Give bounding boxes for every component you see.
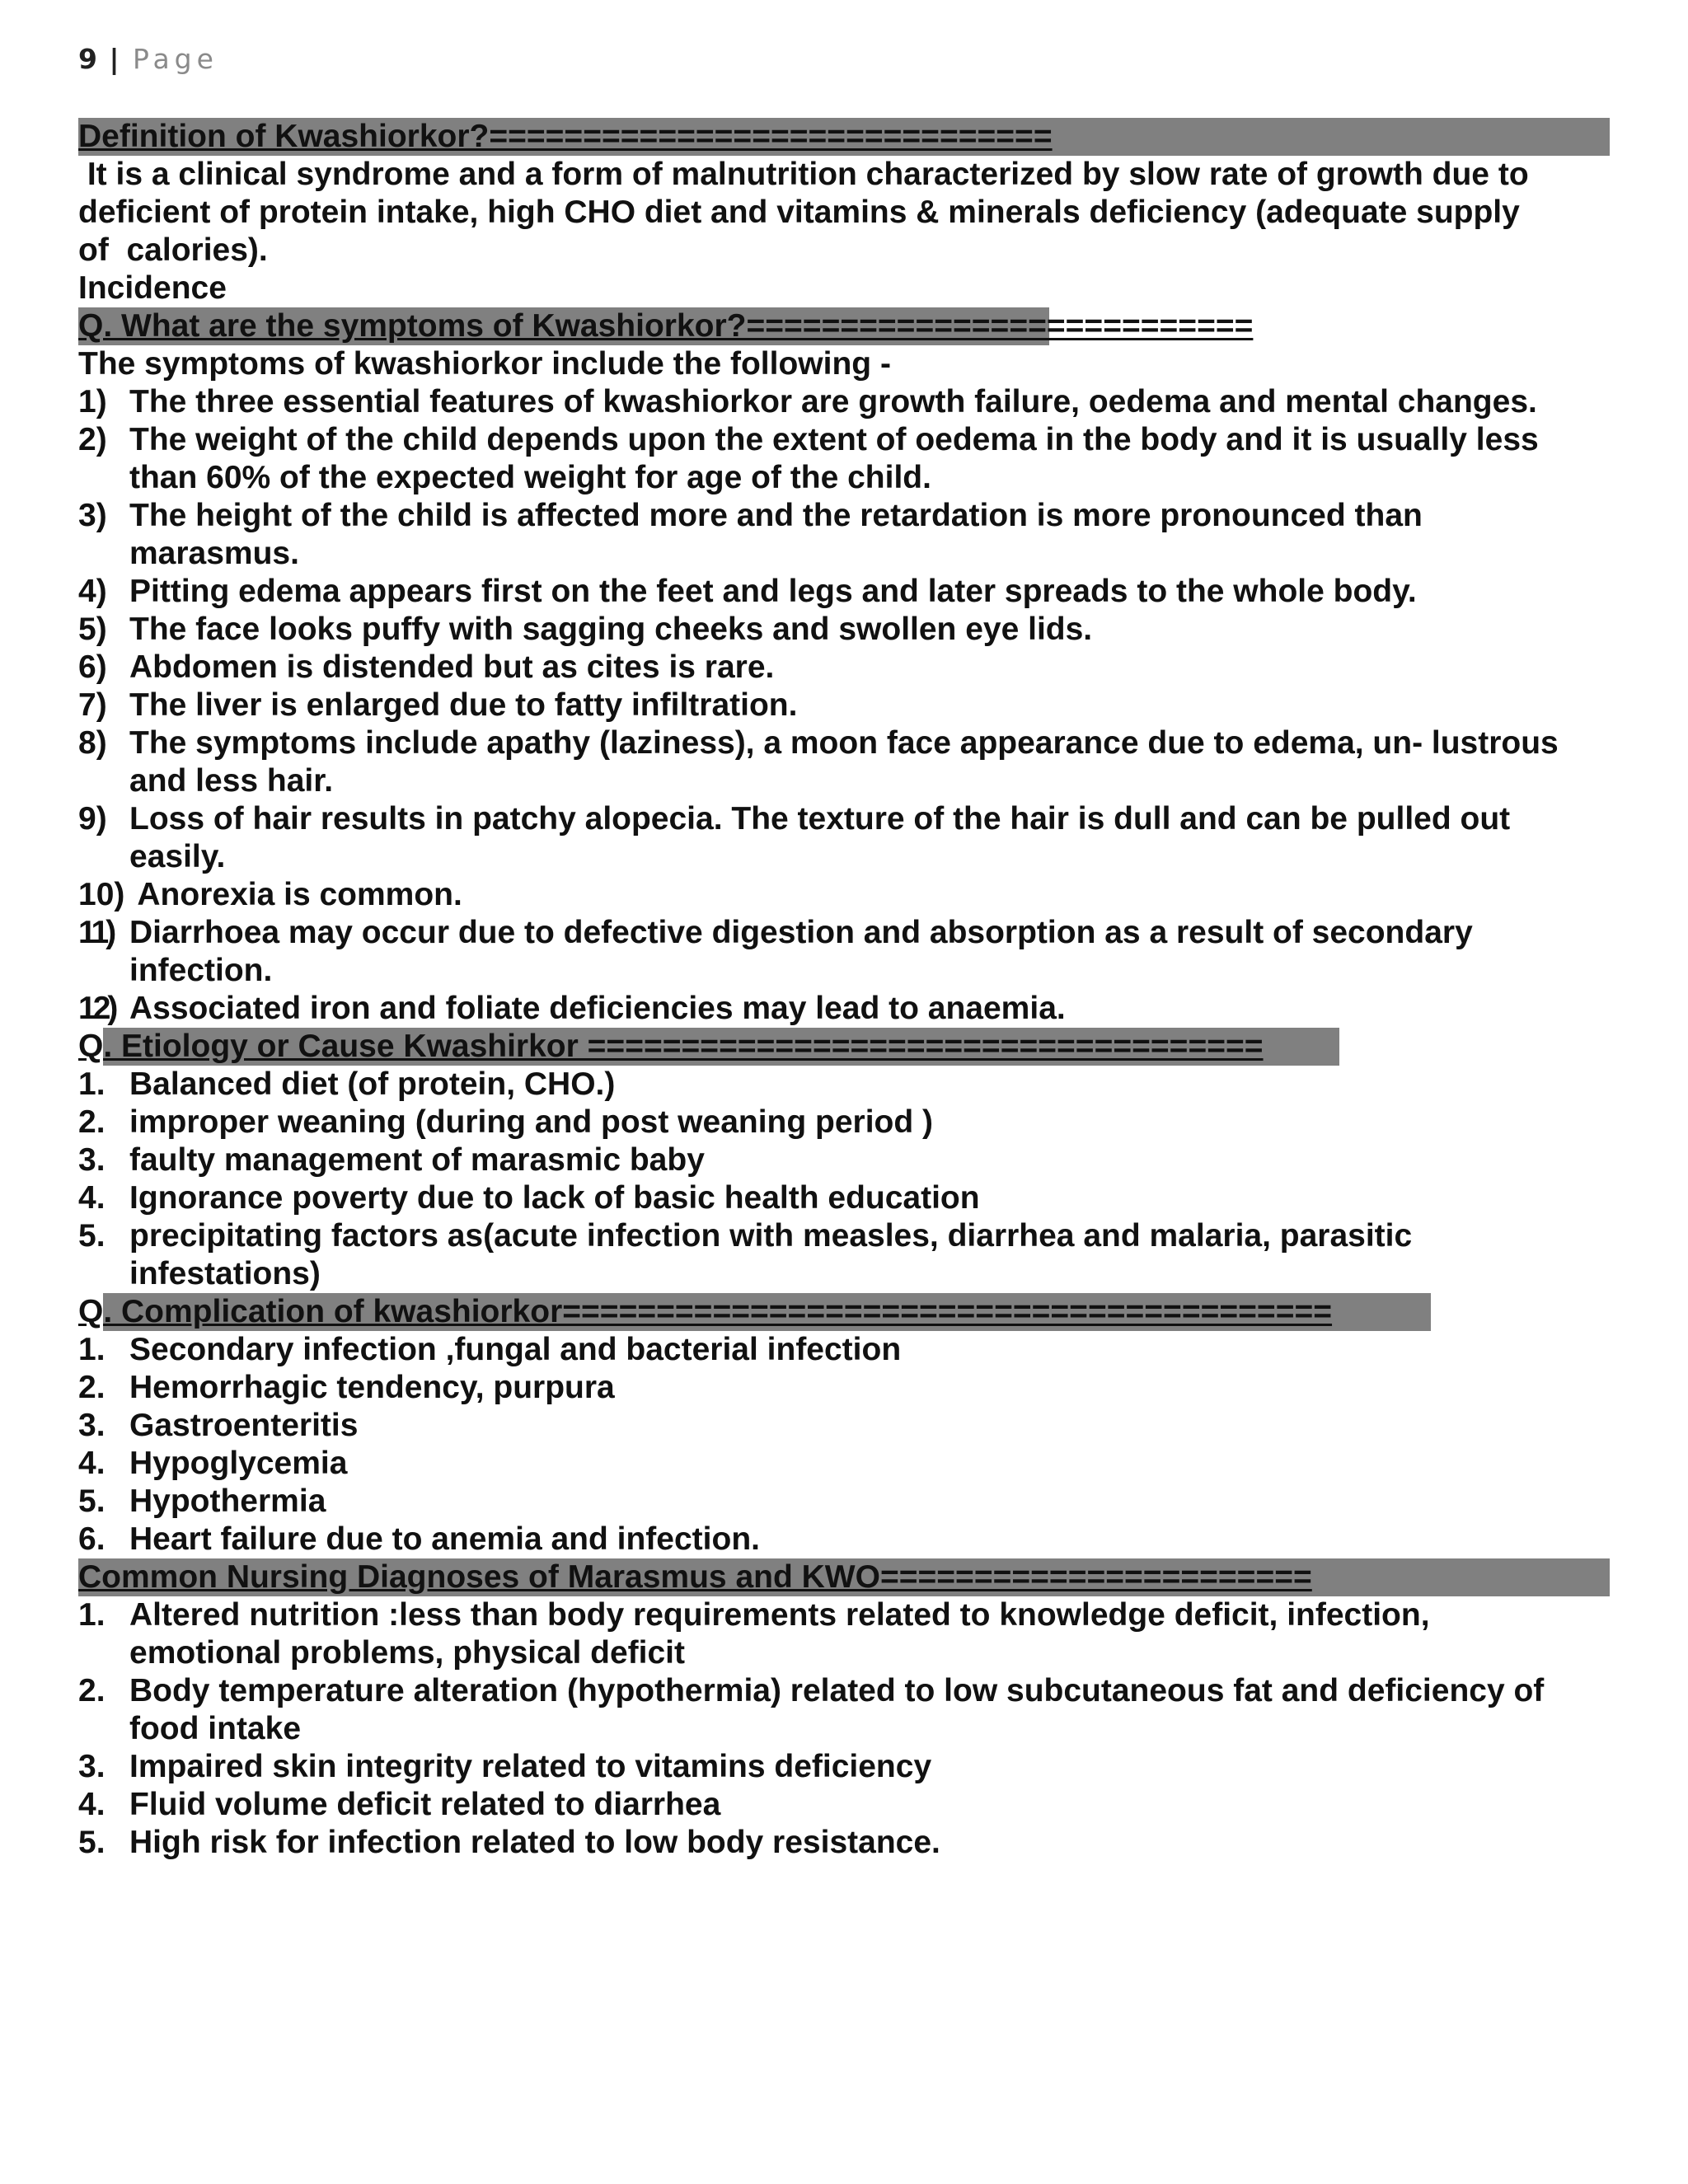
list-item-line: and less hair. xyxy=(129,763,334,799)
list-item-line: Balanced diet (of protein, CHO.) xyxy=(129,1066,616,1102)
symptoms-heading-text: Q. What are the symptoms of Kwashiorkor?=========================== xyxy=(78,308,1254,344)
list-item-line: easily. xyxy=(129,839,226,874)
list-item xyxy=(78,1748,1620,1786)
list-item-marker: 3. xyxy=(78,1749,106,1784)
list-item-line: Gastroenteritis xyxy=(129,1408,359,1443)
list-item xyxy=(78,1483,1620,1521)
list-item xyxy=(78,1369,1620,1407)
list-item-line: Heart failure due to anemia and infection. xyxy=(129,1521,760,1557)
list-item-line: The symptoms include apathy (laziness), a moon face appearance due to edema, un- lustrous xyxy=(129,725,1559,761)
list-item xyxy=(78,990,1620,1028)
list-item-line: The three essential features of kwashiorkor are growth failure, oedema and mental changes. xyxy=(129,384,1537,419)
list-item-line: faulty management of marasmic baby xyxy=(129,1142,705,1178)
list-item xyxy=(78,649,1620,687)
complication-heading-text: Q. Complication of kwashiorkor========================================= xyxy=(78,1294,1333,1329)
list-item-marker: 7) xyxy=(78,687,107,723)
list-item xyxy=(78,687,1620,724)
list-item-marker: 12) xyxy=(78,991,115,1026)
list-item-marker: 3. xyxy=(78,1408,106,1443)
list-item-line: Altered nutrition :less than body requirements related to knowledge deficit, infection, xyxy=(129,1597,1430,1633)
page-separator: | xyxy=(109,43,120,75)
list-item-marker: 2) xyxy=(78,422,107,457)
page-label: Page xyxy=(133,43,218,75)
list-item xyxy=(78,1596,1620,1672)
list-item xyxy=(78,800,1620,876)
list-item xyxy=(78,1521,1620,1558)
list-item-line: Impaired skin integrity related to vitamins deficiency xyxy=(129,1749,932,1784)
symptoms-list xyxy=(78,383,1620,1028)
page-header xyxy=(78,43,218,75)
list-item-marker: 3) xyxy=(78,498,107,533)
list-item-marker: 11) xyxy=(78,915,114,950)
list-item-marker: 6. xyxy=(78,1521,106,1557)
list-item-marker: 2. xyxy=(78,1370,106,1405)
list-item-marker: 4. xyxy=(78,1180,106,1216)
definition-heading-text: Definition of Kwashiorkor?============================== xyxy=(78,119,1053,154)
list-item-line: Pitting edema appears first on the feet and legs and later spreads to the whole body. xyxy=(129,574,1417,609)
definition-line: of calories). xyxy=(78,232,268,268)
list-item-marker: 9) xyxy=(78,801,107,837)
list-item-line: Abdomen is distended but as cites is rare. xyxy=(129,649,775,685)
list-item-line: The liver is enlarged due to fatty infiltration. xyxy=(129,687,798,723)
list-item-marker: 1. xyxy=(78,1066,106,1102)
list-item-marker: 5. xyxy=(78,1218,106,1254)
incidence-label: Incidence xyxy=(78,270,227,306)
list-item-line: Loss of hair results in patchy alopecia. The texture of the hair is dull and can be pulled out xyxy=(129,801,1511,837)
diagnoses-heading xyxy=(78,1558,1620,1596)
list-item-line: The height of the child is affected more and the retardation is more pronounced than xyxy=(129,498,1423,533)
list-item-marker: 4) xyxy=(78,574,107,609)
list-item xyxy=(78,1407,1620,1445)
list-item xyxy=(78,421,1620,497)
definition-line: It is a clinical syndrome and a form of malnutrition characterized by slow rate of growth due to xyxy=(78,157,1529,192)
diagnoses-heading-text: Common Nursing Diagnoses of Marasmus and KWO======================= xyxy=(78,1559,1312,1595)
list-item xyxy=(78,1786,1620,1824)
list-item-marker: 5. xyxy=(78,1483,106,1519)
list-item xyxy=(78,724,1620,800)
list-item-line: Secondary infection ,fungal and bacterial infection xyxy=(129,1332,902,1367)
definition-heading xyxy=(78,118,1620,156)
list-item-line: than 60% of the expected weight for age of the child. xyxy=(129,460,931,495)
list-item xyxy=(78,611,1620,649)
list-item-line: Hypoglycemia xyxy=(129,1446,348,1481)
definition-line: deficient of protein intake, high CHO diet and vitamins & minerals deficiency (adequate supply xyxy=(78,194,1520,230)
list-item xyxy=(78,573,1620,611)
list-item-line: High risk for infection related to low body resistance. xyxy=(129,1825,940,1860)
list-item-marker: 5. xyxy=(78,1825,106,1860)
list-item-marker: 4. xyxy=(78,1787,106,1822)
list-item-line: Associated iron and foliate deficiencies may lead to anaemia. xyxy=(129,991,1066,1026)
etiology-heading-text: Q. Etiology or Cause Kwashirkor ==================================== xyxy=(78,1029,1264,1064)
list-item-line: food intake xyxy=(129,1711,302,1746)
list-item xyxy=(78,1217,1620,1293)
document-body xyxy=(78,118,1620,1862)
list-item-line: marasmus. xyxy=(129,536,299,571)
list-item xyxy=(78,1672,1620,1748)
page-number: 9 xyxy=(78,43,97,75)
list-item xyxy=(78,1066,1620,1104)
list-item-marker: 3. xyxy=(78,1142,106,1178)
list-item xyxy=(78,1445,1620,1483)
symptoms-heading xyxy=(78,307,1620,345)
list-item-marker: 6) xyxy=(78,649,107,685)
diagnoses-list xyxy=(78,1596,1620,1862)
list-item-line: Hypothermia xyxy=(129,1483,326,1519)
list-item-marker: 2. xyxy=(78,1673,106,1708)
list-item xyxy=(78,1179,1620,1217)
list-item-marker: 5) xyxy=(78,612,107,647)
etiology-heading xyxy=(78,1028,1620,1066)
list-item-line: Ignorance poverty due to lack of basic health education xyxy=(129,1180,980,1216)
list-item-line: Diarrhoea may occur due to defective digestion and absorption as a result of secondary xyxy=(129,915,1473,950)
list-item-line: infection. xyxy=(129,953,273,988)
symptoms-intro: The symptoms of kwashiorkor include the following - xyxy=(78,346,891,382)
list-item-line: Anorexia is common. xyxy=(129,877,462,912)
list-item-line: Hemorrhagic tendency, purpura xyxy=(129,1370,615,1405)
list-item xyxy=(78,497,1620,573)
list-item-marker: 1) xyxy=(78,384,107,419)
list-item xyxy=(78,383,1620,421)
list-item xyxy=(78,914,1620,990)
list-item xyxy=(78,1331,1620,1369)
complication-list xyxy=(78,1331,1620,1558)
list-item xyxy=(78,876,1620,914)
list-item xyxy=(78,1104,1620,1141)
list-item-line: Body temperature alteration (hypothermia) related to low subcutaneous fat and deficiency of xyxy=(129,1673,1545,1708)
list-item-line: The face looks puffy with sagging cheeks and swollen eye lids. xyxy=(129,612,1093,647)
list-item-line: precipitating factors as(acute infection with measles, diarrhea and malaria, parasitic xyxy=(129,1218,1413,1254)
list-item-marker: 8) xyxy=(78,725,107,761)
etiology-list xyxy=(78,1066,1620,1293)
list-item-line: Fluid volume deficit related to diarrhea xyxy=(129,1787,721,1822)
list-item-marker: 1. xyxy=(78,1332,106,1367)
list-item-line: infestations) xyxy=(129,1256,321,1291)
complication-heading xyxy=(78,1293,1620,1331)
list-item-line: The weight of the child depends upon the extent of oedema in the body and it is usually less xyxy=(129,422,1539,457)
list-item-line: improper weaning (during and post weaning period ) xyxy=(129,1104,934,1140)
list-item-marker: 10) xyxy=(78,877,125,912)
list-item-marker: 1. xyxy=(78,1597,106,1633)
list-item xyxy=(78,1824,1620,1862)
list-item-marker: 2. xyxy=(78,1104,106,1140)
list-item-line: emotional problems, physical deficit xyxy=(129,1635,685,1671)
list-item xyxy=(78,1141,1620,1179)
list-item-marker: 4. xyxy=(78,1446,106,1481)
